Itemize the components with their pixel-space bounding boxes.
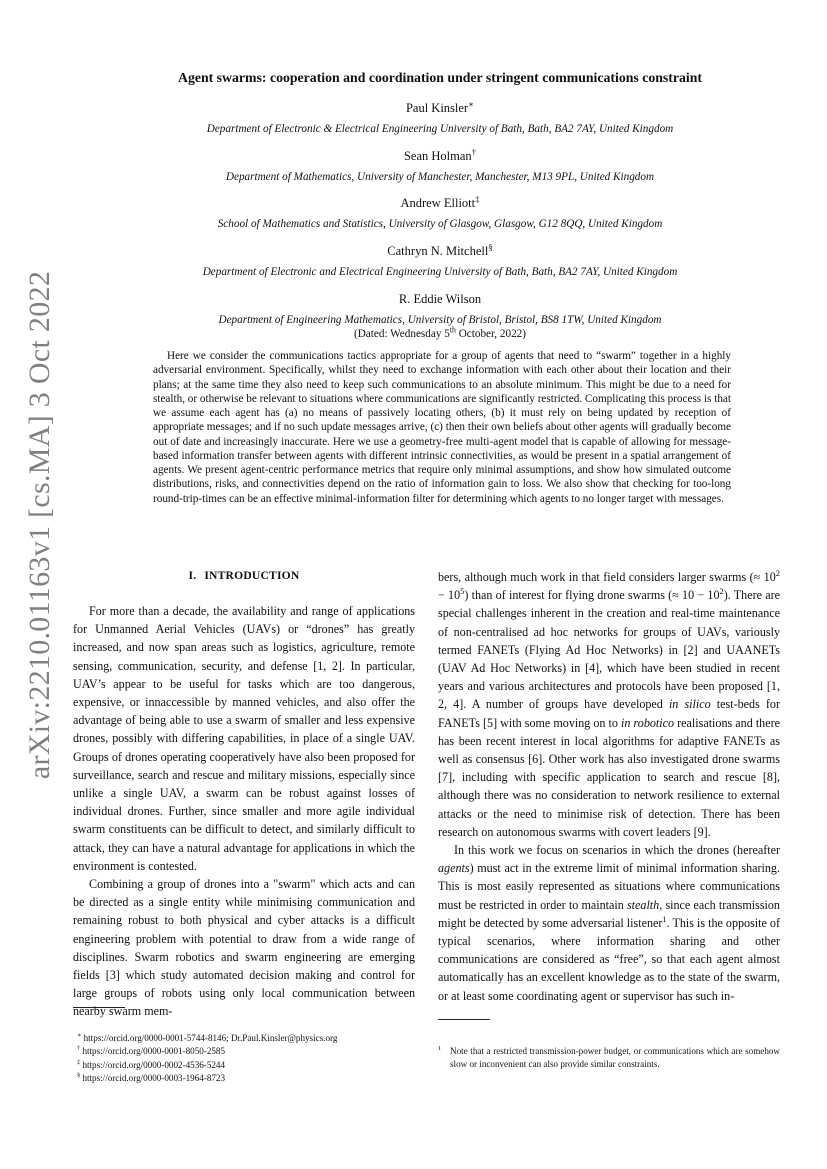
footnote-divider bbox=[438, 1019, 490, 1020]
author-name: Sean Holman† bbox=[403, 146, 477, 163]
footnote: ∗ https://orcid.org/0000-0001-5744-8146; Dr.Paul.Kinsler@physics.org bbox=[77, 1031, 338, 1043]
section-number: I. bbox=[188, 569, 197, 582]
arxiv-identifier-stamp bbox=[10, 270, 70, 780]
paper-title: Agent swarms: cooperation and coordination under stringent communications constraint bbox=[177, 70, 703, 85]
footnote-marker: 1 bbox=[662, 913, 667, 924]
author-affiliation: Department of Mathematics, University of Manchester, Manchester, M13 9PL, United Kingdom bbox=[225, 171, 655, 183]
author-footnotes bbox=[73, 1032, 415, 1086]
footnote: § https://orcid.org/0000-0003-1964-8723 bbox=[77, 1072, 226, 1084]
section-heading bbox=[73, 569, 415, 582]
paragraph: For more than a decade, the availability and range of applications for Unmanned Aerial Vehicles (UAVs) or “drones” has greatly increased, and now span areas such as logistics, agriculture, remote sensing, communication, security, and defense [1, 2]. In particular, UAV’s appear to be useful for tasks which are too dangerous, expensive, or innaccessible by manned vehicles, and also offer the advantage of being able to use a swarm of smaller and less expensive drones, possibly with differing capabilities, in place of a single UAV. Groups of drones operating cooperatively have also been proposed for surveillance, search and rescue and military missions, especially since unlike a single UAV, a swarm can be robust against losses of individual drones. Further, since smaller and more agile individual swarm constituents can be difficult to detect, and similarly difficult to attack, they can have a natural advantage for applications in which the environment is contested. bbox=[73, 604, 415, 873]
date-line: (Dated: Wednesday 5th October, 2022) bbox=[354, 325, 526, 340]
author-affiliation: School of Mathematics and Statistics, University of Glasgow, Glasgow, G12 8QQ, United Kingdom bbox=[217, 218, 663, 230]
paragraph: In this work we focus on scenarios in which the drones (hereafter agents) must act in the extreme limit of minimal information sharing. This is most easily represented as situations where communications must be restricted in order to maintain stealth, since each transmission might be detected by some adversarial listener$^1$. This is the opposite of typical scenarios, where information sharing and other communications are considered as “free”, so that each agent almost automatically has an excellent knowledge as to the state of the swarm, or at least some coordinating agent or supervisor has such in- bbox=[438, 843, 780, 1003]
footnote: $^1$ Note that a restricted transmission-power budget, or communications which are somehow slow or inconvenient can also provide similar constraints. bbox=[438, 1044, 780, 1069]
author-affiliation: Department of Electronic and Electrical Engineering University of Bath, Bath, BA2 7AY, United Kingdom bbox=[202, 266, 678, 278]
paragraph: Combining a group of drones into a "swarm" which acts and can be directed as a single entity while minimising communication and remaining robust to both physical and cyber attacks is a difficult engineering problem with potential to draw from a wide range of disciplines. Swarm robotics and swarm engineering are emerging fields [3] which study automated decision making and control for large groups of robots using only local communication between nearby swarm mem- bbox=[73, 877, 415, 1019]
author-affiliation: Department of Engineering Mathematics, University of Bristol, Bristol, BS8 1TW, United Kingdom bbox=[218, 314, 662, 326]
paragraph: bers, although much work in that field considers larger swarms (≈ $10^2 - 10^5$) than of interest for flying drone swarms (≈ $10 - 10^2$). There are special challenges inherent in the creation and real-time maintenance of non-centralised ad hoc networks for groups of UAVs, variously termed FANETs (Flying Ad Hoc Networks) in [2] and UAANETs (UAV Ad Hoc Networks) in [4], which have been studied in recent years and various architectures and protocols have been proposed [1, 2, 4]. A number of groups have developed in silico test-beds for FANETs [5] with some moving on to in robotico realisations and there has been recent interest in local algorithms for adaptive FANETs as well as consensus [6]. Other work has also investigated drone swarms [7], including with specific application to search and rescue [8], although there was no consideration to network resilience to external attacks or the need to minimise risk of detection. There has been research on autonomous swarms with covert leaders [9]. bbox=[438, 567, 780, 839]
author-name: R. Eddie Wilson bbox=[398, 292, 482, 306]
footnote: † https://orcid.org/0000-0001-8050-2585 bbox=[77, 1045, 226, 1057]
author-name: Andrew Elliott‡ bbox=[400, 193, 480, 210]
author-affiliation: Department of Electronic & Electrical Engineering University of Bath, Bath, BA2 7AY, United Kingdom bbox=[206, 123, 674, 135]
footnote: ‡ https://orcid.org/0000-0002-4536-5244 bbox=[77, 1058, 226, 1070]
author-name: Paul Kinsler∗ bbox=[405, 98, 475, 115]
arxiv-identifier-text: arXiv:2210.01163v1 [cs.MA] 3 Oct 2022 bbox=[23, 270, 56, 780]
right-column bbox=[438, 568, 780, 1005]
text-footnotes bbox=[438, 1045, 780, 1071]
footnote-divider bbox=[73, 1007, 125, 1008]
author-name: Cathryn N. Mitchell§ bbox=[387, 241, 493, 258]
section-title: INTRODUCTION bbox=[204, 569, 300, 582]
left-column bbox=[73, 569, 415, 1021]
abstract bbox=[153, 349, 731, 506]
abstract-text: Here we consider the communications tactics appropriate for a group of agents that need to “swarm” together in a highly adversarial environment. Specifically, whilst they need to exchange information with each other about their location and their plans; at the same time they also need to keep such communications to an absolute minimum. This might be due to a need for stealth, or otherwise be relevant to situations where communications are significantly restricted. Complicating this process is that we assume each agent has (a) no means of passively locating others, (b) it must rely on being updated by reception of appropriate messages; and if no such update messages arrive, (c) then their own beliefs about other agents will gradually become out of date and increasingly inaccurate. Here we use a geometry-free multi-agent model that is capable of allowing for message-based information transfer between agents with different intrinsic connectivities, as would be present in a spatial arrangement of agents. We present agent-centric performance metrics that require only minimal assumptions, and show how simulated outcome distributions, risks, and connectivities depend on the ratio of information gain to loss. We also show that checking for too-long round-trip-times can be an effective minimal-information filter for determining which agents to no longer target with messages. bbox=[153, 350, 731, 505]
